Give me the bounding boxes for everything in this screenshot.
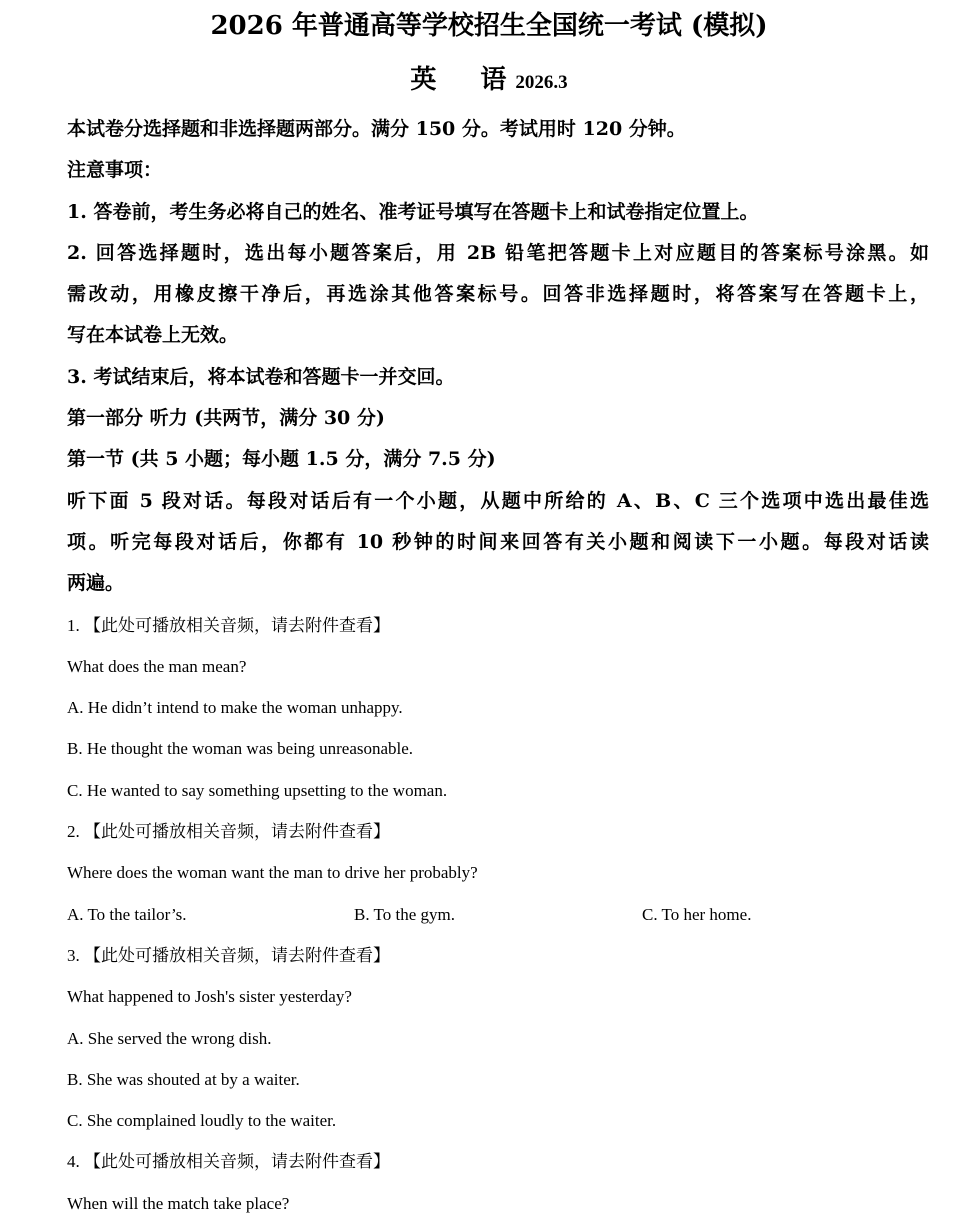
subject-char-2: 语 [480,65,507,95]
directions-line-1: 听下面 5 段对话。每段对话后有一个小题，从题中所给的 A、B、C 三个选项中选出最佳选 [67,489,929,512]
question-2-header [67,811,929,852]
question-3-option-b: B. She was shouted at by a waiter. [67,1069,300,1089]
note-2-line-2: 需改动，用橡皮擦干净后，再选涂其他答案标号。回答非选择题时，将答案写在答题卡上， [67,283,929,306]
question-2-option-a: A. To the tailor’s. [67,904,187,924]
question-2-stem: Where does the woman want the man to drive her probably? [67,863,478,883]
part-one-title: 第一部分 听力 (共两节，满分 30 分) [67,407,385,430]
question-number: 2. [67,822,80,842]
directions-line-3: 两遍。 [67,572,125,595]
exam-body [67,109,929,1224]
section-one-title: 第一节 (共 5 小题；每小题 1.5 分，满分 7.5 分) [67,448,496,471]
question-1-option-c: C. He wanted to say something upsetting to the woman. [67,780,448,800]
subject-heading [0,60,978,103]
exam-intro: 本试卷分选择题和非选择题两部分。满分 150 分。考试用时 120 分钟。 [67,118,686,140]
question-4-header [67,1141,929,1182]
question-1-stem: What does the man mean? [67,656,247,676]
audio-note: 【此处可播放相关音频，请去附件查看】 [84,1152,390,1173]
question-number: 1. [67,615,80,635]
question-1-header [67,605,929,646]
question-3-stem: What happened to Josh's sister yesterday? [67,987,352,1007]
question-number: 3. [67,945,80,965]
exam-date: 2026.3 [515,72,568,93]
question-number: 4. [67,1152,80,1172]
question-1-option-a: A. He didn’t intend to make the woman unhappy. [67,698,403,718]
question-1-option-b: B. He thought the woman was being unreasonable. [67,739,414,759]
exam-title: 2026 年普通高等学校招生全国统一考试 (模拟) [210,11,768,41]
directions-line-2: 项。听完每段对话后，你都有 10 秒钟的时间来回答有关小题和阅读下一小题。每段对话读 [67,530,929,553]
audio-note: 【此处可播放相关音频，请去附件查看】 [84,945,390,966]
note-3: 3. 考试结束后，将本试卷和答题卡一并交回。 [67,365,455,388]
notes-title: 注意事项： [67,159,163,182]
subject-char-1: 英 [410,65,437,95]
question-2-option-c: C. To her home. [642,904,752,924]
audio-note: 【此处可播放相关音频，请去附件查看】 [84,615,390,636]
note-2-line-3: 写在本试卷上无效。 [67,324,239,347]
note-2-line-1: 2. 回答选择题时，选出每小题答案后，用 2B 铅笔把答题卡上对应题目的答案标号涂黑。如 [67,241,929,264]
audio-note: 【此处可播放相关音频，请去附件查看】 [84,822,390,843]
question-2-option-b: B. To the gym. [354,904,455,924]
question-3-header [67,935,929,976]
note-1: 1. 答卷前，考生务必将自己的姓名、准考证号填写在答题卡上和试卷指定位置上。 [67,200,759,223]
question-4-stem: When will the match take place? [67,1193,290,1213]
question-2-options [67,894,929,935]
question-3-option-c: C. She complained loudly to the waiter. [67,1111,337,1131]
question-3-option-a: A. She served the wrong dish. [67,1028,272,1048]
